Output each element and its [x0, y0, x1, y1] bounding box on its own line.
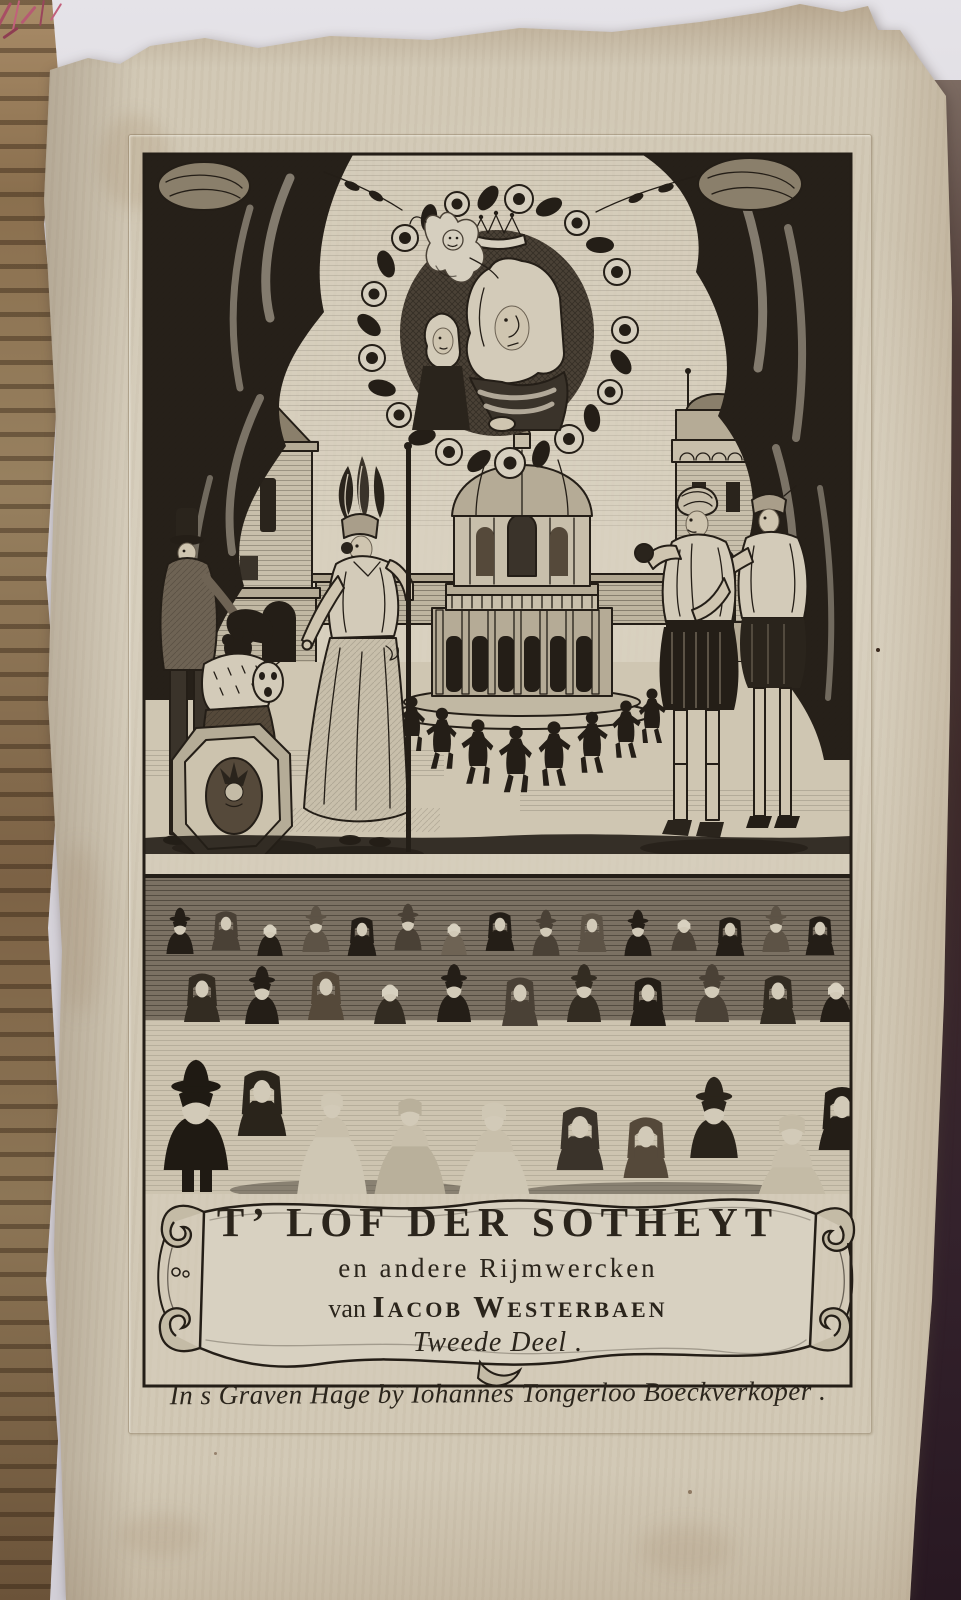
- paper-stain: [640, 1524, 732, 1574]
- title-line-3-prefix: van: [328, 1294, 366, 1323]
- upper-scene: [144, 153, 851, 862]
- paper-speck: [214, 1452, 217, 1455]
- staff: [406, 448, 411, 852]
- crowd-panel: [144, 874, 856, 1238]
- paper-stain: [120, 1514, 202, 1556]
- title-line-4: Tweede Deel .: [412, 1327, 584, 1358]
- title-line-1: T’ LOF DER SOTHEYT: [216, 1199, 780, 1245]
- paper-speck: [688, 1490, 692, 1494]
- title-block: [146, 1198, 850, 1359]
- imprint-line: In s Graven Hage bÿ Iohannes Tongerloo Boeckverkoper .: [169, 1375, 827, 1411]
- paper-speck: [876, 648, 880, 652]
- title-line-3: [146, 1289, 850, 1325]
- paper-stain: [58, 844, 102, 1014]
- author-name: Iacob Westerbaen: [372, 1289, 668, 1324]
- title-line-2: en andere Rijmwercken: [338, 1253, 658, 1283]
